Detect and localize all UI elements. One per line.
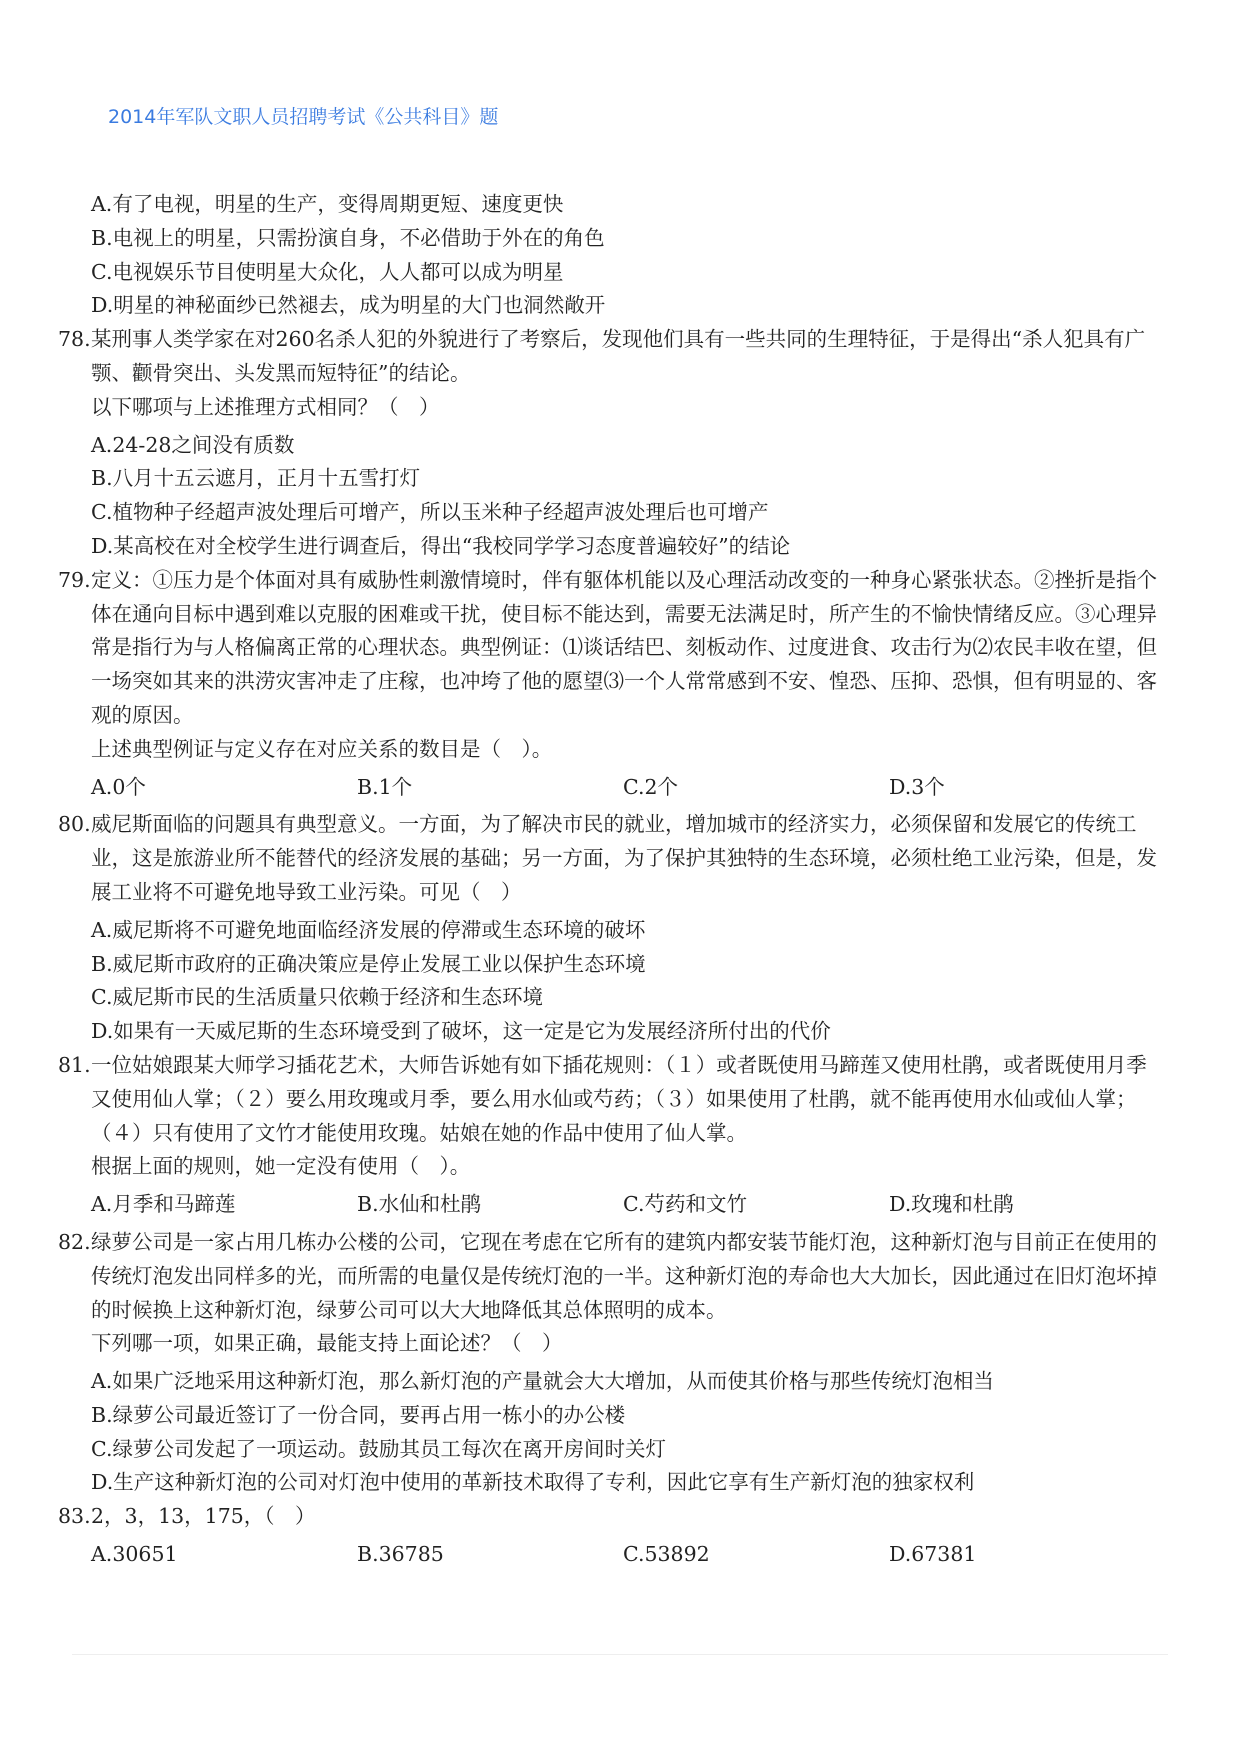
- option: B.威尼斯市政府的正确决策应是停止发展工业以保护生态环境: [91, 951, 646, 976]
- option: D.明星的神秘面纱已然褪去，成为明星的大门也洞然敞开: [91, 293, 606, 318]
- question-number: 81.: [58, 1052, 91, 1077]
- question-83: [58, 1500, 1158, 1534]
- question-ask: 以下哪项与上述推理方式相同？（ ）: [91, 394, 440, 419]
- question-79: [58, 564, 1158, 767]
- options-row: [58, 1188, 1158, 1222]
- option: A.30651: [91, 1542, 178, 1567]
- option: B.绿萝公司最近签订了一份合同，要再占用一栋小的办公楼: [91, 1402, 626, 1427]
- option: C.绿萝公司发起了一项运动。鼓励其员工每次在离开房间时关灯: [91, 1436, 666, 1461]
- question-number: 78.: [58, 327, 91, 352]
- option: A.如果广泛地采用这种新灯泡，那么新灯泡的产量就会大大增加，从而使其价格与那些传统灯泡相当: [91, 1369, 994, 1394]
- question-text: 2，3，13，175，（ ）: [91, 1504, 316, 1529]
- option: A.24-28之间没有质数: [91, 432, 295, 457]
- question-text: 一位姑娘跟某大师学习插花艺术，大师告诉她有如下插花规则：（１）或者既使用马蹄莲又使用杜鹃，或者既使用月季又使用仙人掌；（２）要么用玫瑰或月季，要么用水仙或芍药；（３）如果使用了杜鹃，就不能再使用水仙或仙人掌；（４）只有使用了文竹才能使用玫瑰。姑娘在她的作品中使用了仙人掌。: [91, 1052, 1147, 1145]
- footer-divider: [72, 1654, 1168, 1655]
- question-78: [58, 323, 1158, 424]
- question-81: [58, 1049, 1158, 1184]
- option: D.3个: [889, 774, 945, 799]
- option: C.2个: [623, 774, 679, 799]
- question-ask: 根据上面的规则，她一定没有使用（ ）。: [91, 1154, 471, 1179]
- option: C.威尼斯市民的生活质量只依赖于经济和生态环境: [91, 985, 543, 1010]
- option: D.玫瑰和杜鹃: [889, 1192, 1014, 1217]
- option: C.电视娱乐节目使明星大众化，人人都可以成为明星: [91, 259, 564, 284]
- option: A.威尼斯将不可避免地面临经济发展的停滞或生态环境的破坏: [91, 917, 646, 942]
- question-text: 威尼斯面临的问题具有典型意义。一方面，为了解决市民的就业，增加城市的经济实力，必须保留和发展它的传统工业，这是旅游业所不能替代的经济发展的基础；另一方面，为了保护其独特的生态环境，必须杜绝工业污染，但是，发展工业将不可避免地导致工业污染。可见（ ）: [91, 812, 1157, 904]
- question-number: 83.: [58, 1504, 91, 1529]
- option: B.36785: [357, 1542, 444, 1567]
- option: B.电视上的明星，只需扮演自身，不必借助于外在的角色: [91, 225, 605, 250]
- question-text: 定义：①压力是个体面对具有威胁性刺激情境时，伴有躯体机能以及心理活动改变的一种身心紧张状态。②挫折是指个体在通向目标中遇到难以克服的困难或干扰，使目标不能达到，需要无法满足时，所产生的不愉快情绪反应。③心理异常是指行为与人格偏离正常的心理状态。典型例证：⑴谈话结巴、刻板动作、过度进食、攻击行为⑵农民丰收在望，但一场突如其来的洪涝灾害冲走了庄稼，也冲垮了他的愿望⑶一个人常常感到不安、惶恐、压抑、恐惧，但有明显的、客观的原因。: [91, 567, 1157, 727]
- options-row: [58, 1538, 1158, 1572]
- document-header-title: 2014年军队文职人员招聘考试《公共科目》题: [108, 106, 499, 128]
- option: A.有了电视，明星的生产，变得周期更短、速度更快: [91, 192, 564, 216]
- option: D.67381: [889, 1542, 977, 1567]
- option: C.53892: [623, 1542, 710, 1567]
- option: D.某高校在对全校学生进行调查后，得出“我校同学学习态度普遍较好”的结论: [91, 533, 791, 558]
- option: B.水仙和杜鹃: [357, 1192, 482, 1217]
- question-ask: 上述典型例证与定义存在对应关系的数目是（ ）。: [91, 736, 553, 761]
- question-77-options: [58, 188, 1158, 323]
- options-row: [58, 771, 1158, 805]
- option: B.1个: [357, 774, 413, 799]
- question-number: 79.: [58, 567, 91, 592]
- question-number: 82.: [58, 1229, 91, 1254]
- option: B.八月十五云遮月，正月十五雪打灯: [91, 466, 421, 491]
- question-82: [58, 1226, 1158, 1361]
- question-number: 80.: [58, 812, 91, 837]
- option: C.芍药和文竹: [623, 1192, 747, 1217]
- question-80: [58, 808, 1158, 909]
- question-text: 绿萝公司是一家占用几栋办公楼的公司，它现在考虑在它所有的建筑内都安装节能灯泡，这种新灯泡与目前正在使用的传统灯泡发出同样多的光，而所需的电量仅是传统灯泡的一半。这种新灯泡的寿命也大大加长，因此通过在旧灯泡坏掉的时候换上这种新灯泡，绿萝公司可以大大地降低其总体照明的成本。: [91, 1229, 1157, 1322]
- question-text: 某刑事人类学家在对260名杀人犯的外貌进行了考察后，发现他们具有一些共同的生理特征，于是得出“杀人犯具有广颚、颧骨突出、头发黑而短特征”的结论。: [91, 327, 1146, 385]
- option: D.生产这种新灯泡的公司对灯泡中使用的革新技术取得了专利，因此它享有生产新灯泡的独家权利: [91, 1470, 975, 1495]
- option: C.植物种子经超声波处理后可增产，所以玉米种子经超声波处理后也可增产: [91, 500, 769, 525]
- question-ask: 下列哪一项，如果正确，最能支持上面论述？（ ）: [91, 1331, 563, 1356]
- option: A.0个: [91, 774, 146, 799]
- question-content: [58, 188, 1158, 1576]
- option: A.月季和马蹄莲: [91, 1192, 236, 1217]
- option: D.如果有一天威尼斯的生态环境受到了破坏，这一定是它为发展经济所付出的代价: [91, 1019, 831, 1044]
